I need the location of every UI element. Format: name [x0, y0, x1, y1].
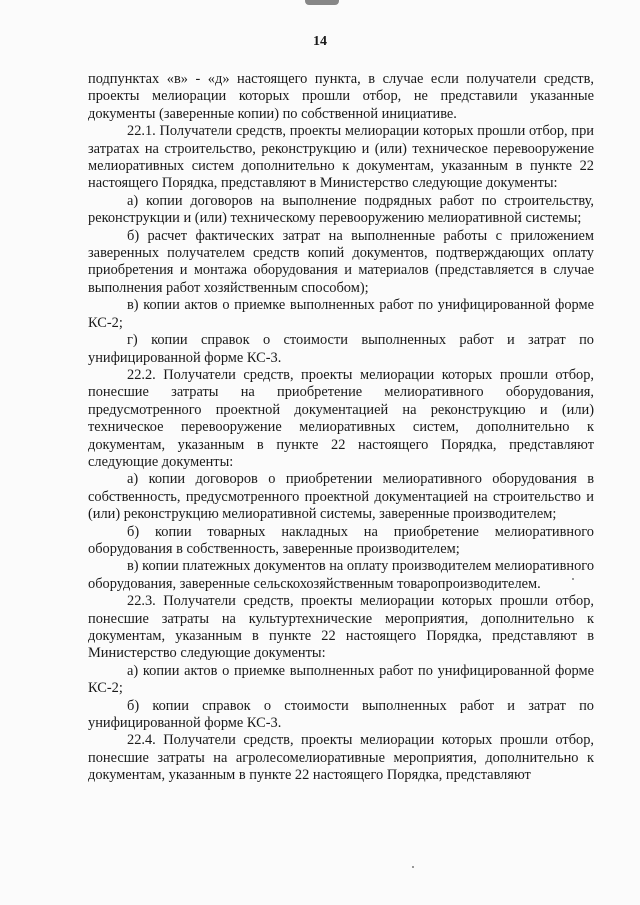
paragraph-continuation: подпунктах «в» - «д» настоящего пункта, в случае если получатели средств, проекты мелиорации которых прошли отбор, не представили указанные документы (заверенные копии) по собственной инициативе.	[88, 71, 594, 122]
document-body	[88, 71, 594, 785]
paragraph-22-3: 22.3. Получатели средств, проекты мелиорации которых прошли отбор, понесшие затраты на культуртехнические мероприятия, дополнительно к документам, указанным в пункте 22 настоящего Порядка, представляют в Министерство следующие документы:	[88, 593, 594, 662]
paragraph-22-3-b: б) копии справок о стоимости выполненных работ и затрат по унифицированной форме КС-3.	[88, 697, 594, 732]
paragraph-22-3-a: а) копии актов о приемке выполненных работ по унифицированной форме КС-2;	[88, 662, 594, 697]
paragraph-22-1-g: г) копии справок о стоимости выполненных работ и затрат по унифицированной форме КС-3.	[88, 332, 594, 366]
paragraph-22-4: 22.4. Получатели средств, проекты мелиорации которых прошли отбор, понесшие затраты на агролесомелиоративные мероприятия, дополнительно к документам, указанным в пункте 22 настоящего Порядка, представляют	[88, 732, 594, 784]
paragraph-22-2-b: б) копии товарных накладных на приобретение мелиоративного оборудования в собственность, заверенные производителем;	[88, 523, 594, 557]
scan-artifact	[305, 0, 339, 5]
page-number: 14	[313, 34, 327, 49]
scan-speck	[412, 866, 414, 868]
paragraph-22-2: 22.2. Получатели средств, проекты мелиорации которых прошли отбор, понесшие затраты на приобретение мелиоративного оборудования, предусмотренного проектной документацией на реконструкцию и (или) техническое перевооружение мелиоративных систем, дополнительно к документам, указанным в пункте 22 настоящего Порядка, представляют следующие документы:	[88, 366, 594, 470]
paragraph-22-1: 22.1. Получатели средств, проекты мелиорации которых прошли отбор, при затратах на строительство, реконструкцию и (или) техническое перевооружение мелиоративных систем дополнительно к документам, указанным в пункте 22 настоящего Порядка, представляют в Министерство следующие документы:	[88, 123, 594, 192]
paragraph-22-2-a: а) копии договоров о приобретении мелиоративного оборудования в собственность, предусмотренного проектной документацией на строительство и (или) реконструкцию мелиоративной системы, заверенные производителем;	[88, 471, 594, 523]
paragraph-22-1-v: в) копии актов о приемке выполненных работ по унифицированной форме КС-2;	[88, 297, 594, 331]
paragraph-22-1-b: б) расчет фактических затрат на выполненные работы с приложением заверенных получателем средств копий документов, подтверждающих оплату приобретения и монтажа оборудования и материалов (представляется в случае выполнения работ хозяйственным способом);	[88, 227, 594, 296]
paragraph-22-2-v: в) копии платежных документов на оплату производителем мелиоративного оборудования, заверенные сельскохозяйственным товаропроизводителем.	[88, 558, 595, 592]
paragraph-22-1-a: а) копии договоров на выполнение подрядных работ по строительству, реконструкции и (или) техническому перевооружению мелиоративной системы;	[88, 192, 594, 227]
